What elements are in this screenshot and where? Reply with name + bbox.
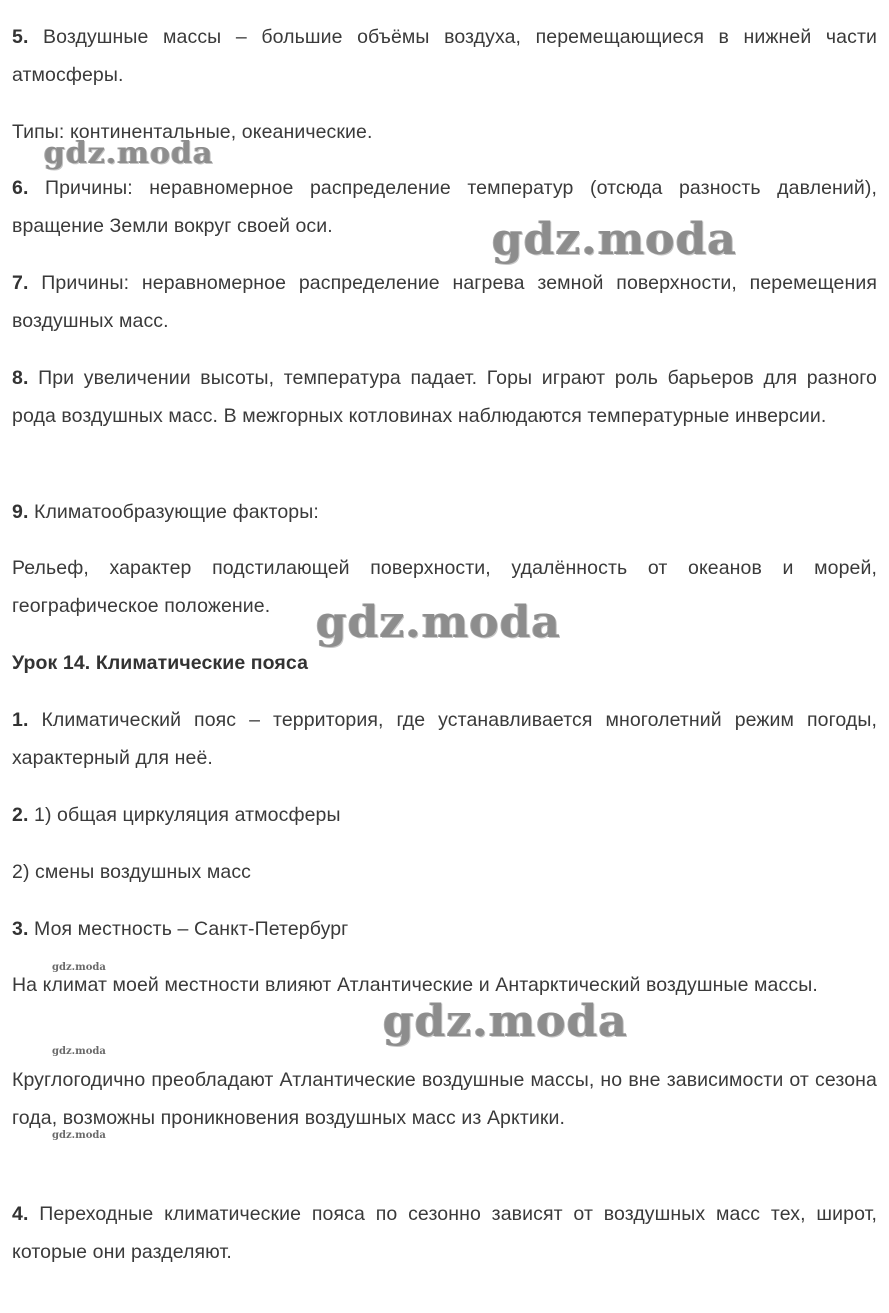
- item-text: Переходные климатические пояса по сезонно зависят от воздушных масс тех, широт, которые они разделяют.: [12, 1203, 877, 1263]
- watermark-small: gdz.moda: [52, 1130, 106, 1141]
- watermark-small: gdz.moda: [52, 962, 106, 973]
- item-text: Типы: континентальные, океанические.: [12, 121, 373, 143]
- item-number: 8.: [12, 367, 29, 389]
- item-text: Воздушные массы – большие объёмы воздуха, перемещающиеся в нижней части атмосферы.: [12, 26, 877, 86]
- watermark-logo: gdz.moda: [316, 597, 562, 648]
- paragraph-item-7: [12, 264, 877, 340]
- paragraph-lesson-item-1: [12, 701, 877, 777]
- item-text: Круглогодично преобладают Атлантические воздушные массы, но вне зависимости от сезона года, возможны проникновения воздушных масс из Арктики.: [12, 1069, 877, 1129]
- heading-text: Урок 14. Климатические пояса: [12, 652, 309, 674]
- paragraph-lesson-item-3: [12, 910, 877, 948]
- lesson-heading: [12, 644, 877, 682]
- item-number: 6.: [12, 177, 29, 199]
- item-number: 7.: [12, 272, 29, 294]
- item-text: Рельеф, характер подстилающей поверхности, удалённость от океанов и морей, географическое положение.: [12, 557, 877, 617]
- watermark-small: gdz.moda: [52, 1046, 106, 1057]
- paragraph-lesson-item-2: [12, 796, 877, 834]
- item-number: 4.: [12, 1203, 29, 1225]
- paragraph-item-8: [12, 359, 877, 435]
- item-number: 1.: [12, 709, 29, 731]
- paragraph-item-9: [12, 493, 877, 531]
- item-text: На климат моей местности влияют Атлантические и Антарктический воздушные массы.: [12, 974, 818, 996]
- paragraph-item-5: [12, 18, 877, 94]
- item-text: Причины: неравномерное распределение нагрева земной поверхности, перемещения воздушных масс.: [12, 272, 877, 332]
- item-text: 2) смены воздушных масс: [12, 861, 252, 883]
- paragraph-air-mass-change: [12, 853, 877, 891]
- item-text: Причины: неравномерное распределение температур (отсюда разность давлений), вращение Земли вокруг своей оси.: [12, 177, 877, 237]
- item-text: 1) общая циркуляция атмосферы: [34, 804, 341, 826]
- item-text: Климатообразующие факторы:: [34, 501, 319, 523]
- item-text: Моя местность – Санкт-Петербург: [34, 918, 349, 940]
- paragraph-prevailing-masses: [12, 1061, 877, 1137]
- item-number: 2.: [12, 804, 29, 826]
- item-number: 3.: [12, 918, 29, 940]
- item-text: Климатический пояс – территория, где устанавливается многолетний режим погоды, характерный для неё.: [12, 709, 877, 769]
- item-text: При увеличении высоты, температура падает. Горы играют роль барьеров для разного рода воздушных масс. В межгорных котловинах наблюдаются температурные инверсии.: [12, 367, 877, 427]
- item-number: 5.: [12, 26, 29, 48]
- watermark-logo: gdz.moda: [44, 136, 214, 171]
- paragraph-item-6: [12, 169, 877, 245]
- watermark-logo: gdz.moda: [492, 214, 738, 265]
- paragraph-lesson-item-4: [12, 1195, 877, 1271]
- watermark-logo: gdz.moda: [383, 996, 629, 1047]
- item-number: 9.: [12, 501, 29, 523]
